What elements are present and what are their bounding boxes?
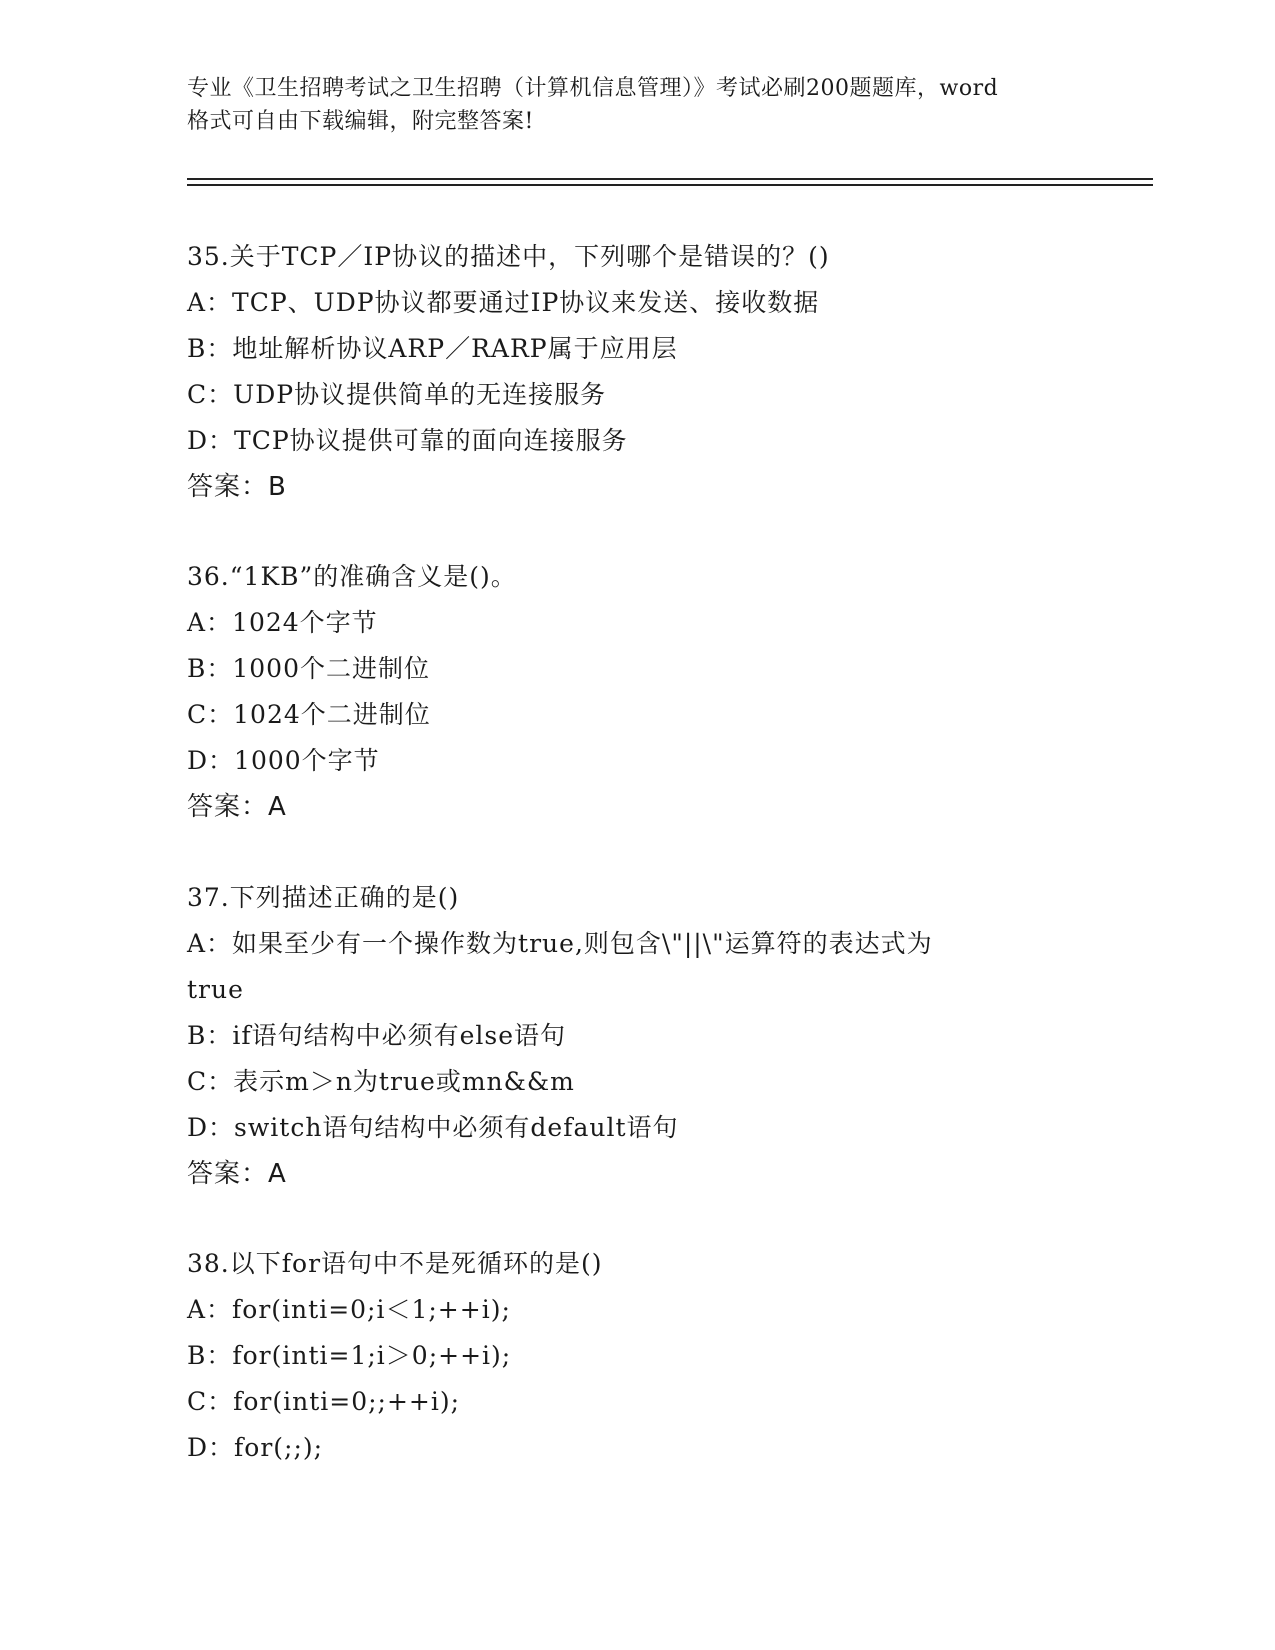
header-divider-top <box>187 178 1153 180</box>
option-b: B：for(inti=1;i＞0;++i); <box>187 1341 512 1370</box>
document-header <box>187 72 1087 138</box>
answer-text: 答案：B <box>187 472 287 502</box>
header-line-1: 专业《卫生招聘考试之卫生招聘（计算机信息管理）》考试必刷200题题库，word <box>187 76 999 101</box>
option-d: D：1000个字节 <box>187 746 380 775</box>
question-36 <box>187 554 1107 830</box>
question-stem: 38.以下for语句中不是死循环的是() <box>187 1249 603 1278</box>
option-c: C：UDP协议提供简单的无连接服务 <box>187 380 607 409</box>
answer-text: 答案：A <box>187 1159 287 1189</box>
question-37 <box>187 875 1107 1197</box>
option-a: A：如果至少有一个操作数为true,则包含\"||\"运算符的表达式为 <box>187 929 933 958</box>
answer-text: 答案：A <box>187 792 287 822</box>
option-a: A：TCP、UDP协议都要通过IP协议来发送、接收数据 <box>187 288 820 317</box>
option-c: C：for(inti=0;;++i); <box>187 1387 461 1416</box>
option-c: C：表示m＞n为true或mn&&m <box>187 1067 575 1096</box>
option-b: B：if语句结构中必须有else语句 <box>187 1021 567 1050</box>
option-a: A：for(inti=0;i＜1;++i); <box>187 1295 511 1324</box>
question-stem: 35.关于TCP／IP协议的描述中，下列哪个是错误的？() <box>187 242 830 271</box>
option-b: B：1000个二进制位 <box>187 654 430 683</box>
option-c: C：1024个二进制位 <box>187 700 431 729</box>
question-35 <box>187 234 1107 510</box>
option-d: D：for(;;); <box>187 1433 324 1462</box>
option-b: B：地址解析协议ARP／RARP属于应用层 <box>187 334 678 363</box>
question-38 <box>187 1241 1107 1471</box>
question-stem: 36.“1KB”的准确含义是()。 <box>187 562 517 591</box>
question-stem: 37.下列描述正确的是() <box>187 883 460 912</box>
option-d: D：TCP协议提供可靠的面向连接服务 <box>187 426 628 455</box>
header-line-2: 格式可自由下载编辑，附完整答案! <box>187 109 534 134</box>
option-a: A：1024个字节 <box>187 608 378 637</box>
header-divider-bottom <box>187 184 1153 186</box>
option-a-continued: true <box>187 975 244 1004</box>
option-d: D：switch语句结构中必须有default语句 <box>187 1113 679 1142</box>
